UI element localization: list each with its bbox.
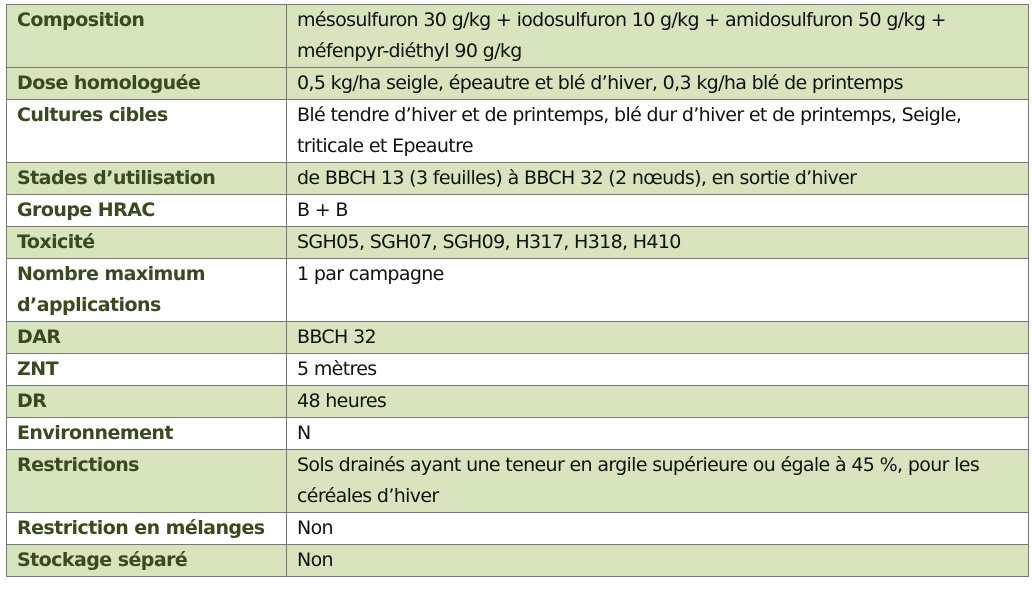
row-label: ZNT: [7, 354, 287, 386]
row-label: Dose homologuée: [7, 68, 287, 100]
row-label: Restrictions: [7, 450, 287, 513]
row-value: 1 par campagne: [287, 259, 1029, 322]
row-label: Environnement: [7, 418, 287, 450]
table-row-composition: [7, 5, 1029, 68]
row-value: SGH05, SGH07, SGH09, H317, H318, H410: [287, 227, 1029, 259]
table-row-stades: [7, 163, 1029, 195]
table-row-toxicite: [7, 227, 1029, 259]
row-label: DAR: [7, 322, 287, 354]
row-label: DR: [7, 386, 287, 418]
table-row-znt: [7, 354, 1029, 386]
row-value: Sols drainés ayant une teneur en argile supérieure ou égale à 45 %, pour les céréales d’hiver: [287, 450, 1029, 513]
product-info-table: [6, 4, 1029, 577]
table-row-dose: [7, 68, 1029, 100]
row-label: Cultures cibles: [7, 100, 287, 163]
table-row-dar: [7, 322, 1029, 354]
row-value: Non: [287, 513, 1029, 545]
table-row-restrictions: [7, 450, 1029, 513]
row-label: Composition: [7, 5, 287, 68]
row-value: 48 heures: [287, 386, 1029, 418]
row-value: BBCH 32: [287, 322, 1029, 354]
row-label: Restriction en mélanges: [7, 513, 287, 545]
row-value: Blé tendre d’hiver et de printemps, blé dur d’hiver et de printemps, Seigle, triticale et Epeautre: [287, 100, 1029, 163]
row-value: mésosulfuron 30 g/kg + iodosulfuron 10 g/kg + amidosulfuron 50 g/kg + méfenpyr-diéthyl 90 g/kg: [287, 5, 1029, 68]
row-label: Groupe HRAC: [7, 195, 287, 227]
table-row-restriction-melanges: [7, 513, 1029, 545]
row-label: Stades d’utilisation: [7, 163, 287, 195]
row-value: B + B: [287, 195, 1029, 227]
row-value: de BBCH 13 (3 feuilles) à BBCH 32 (2 nœuds), en sortie d’hiver: [287, 163, 1029, 195]
table-row-cultures: [7, 100, 1029, 163]
table-row-applications: [7, 259, 1029, 322]
row-value: 5 mètres: [287, 354, 1029, 386]
row-label: Stockage séparé: [7, 545, 287, 577]
row-label: Nombre maximum d’applications: [7, 259, 287, 322]
table-row-dr: [7, 386, 1029, 418]
table-row-stockage: [7, 545, 1029, 577]
table-row-hrac: [7, 195, 1029, 227]
row-label: Toxicité: [7, 227, 287, 259]
row-value: 0,5 kg/ha seigle, épeautre et blé d’hiver, 0,3 kg/ha blé de printemps: [287, 68, 1029, 100]
row-value: N: [287, 418, 1029, 450]
table-row-environnement: [7, 418, 1029, 450]
row-value: Non: [287, 545, 1029, 577]
